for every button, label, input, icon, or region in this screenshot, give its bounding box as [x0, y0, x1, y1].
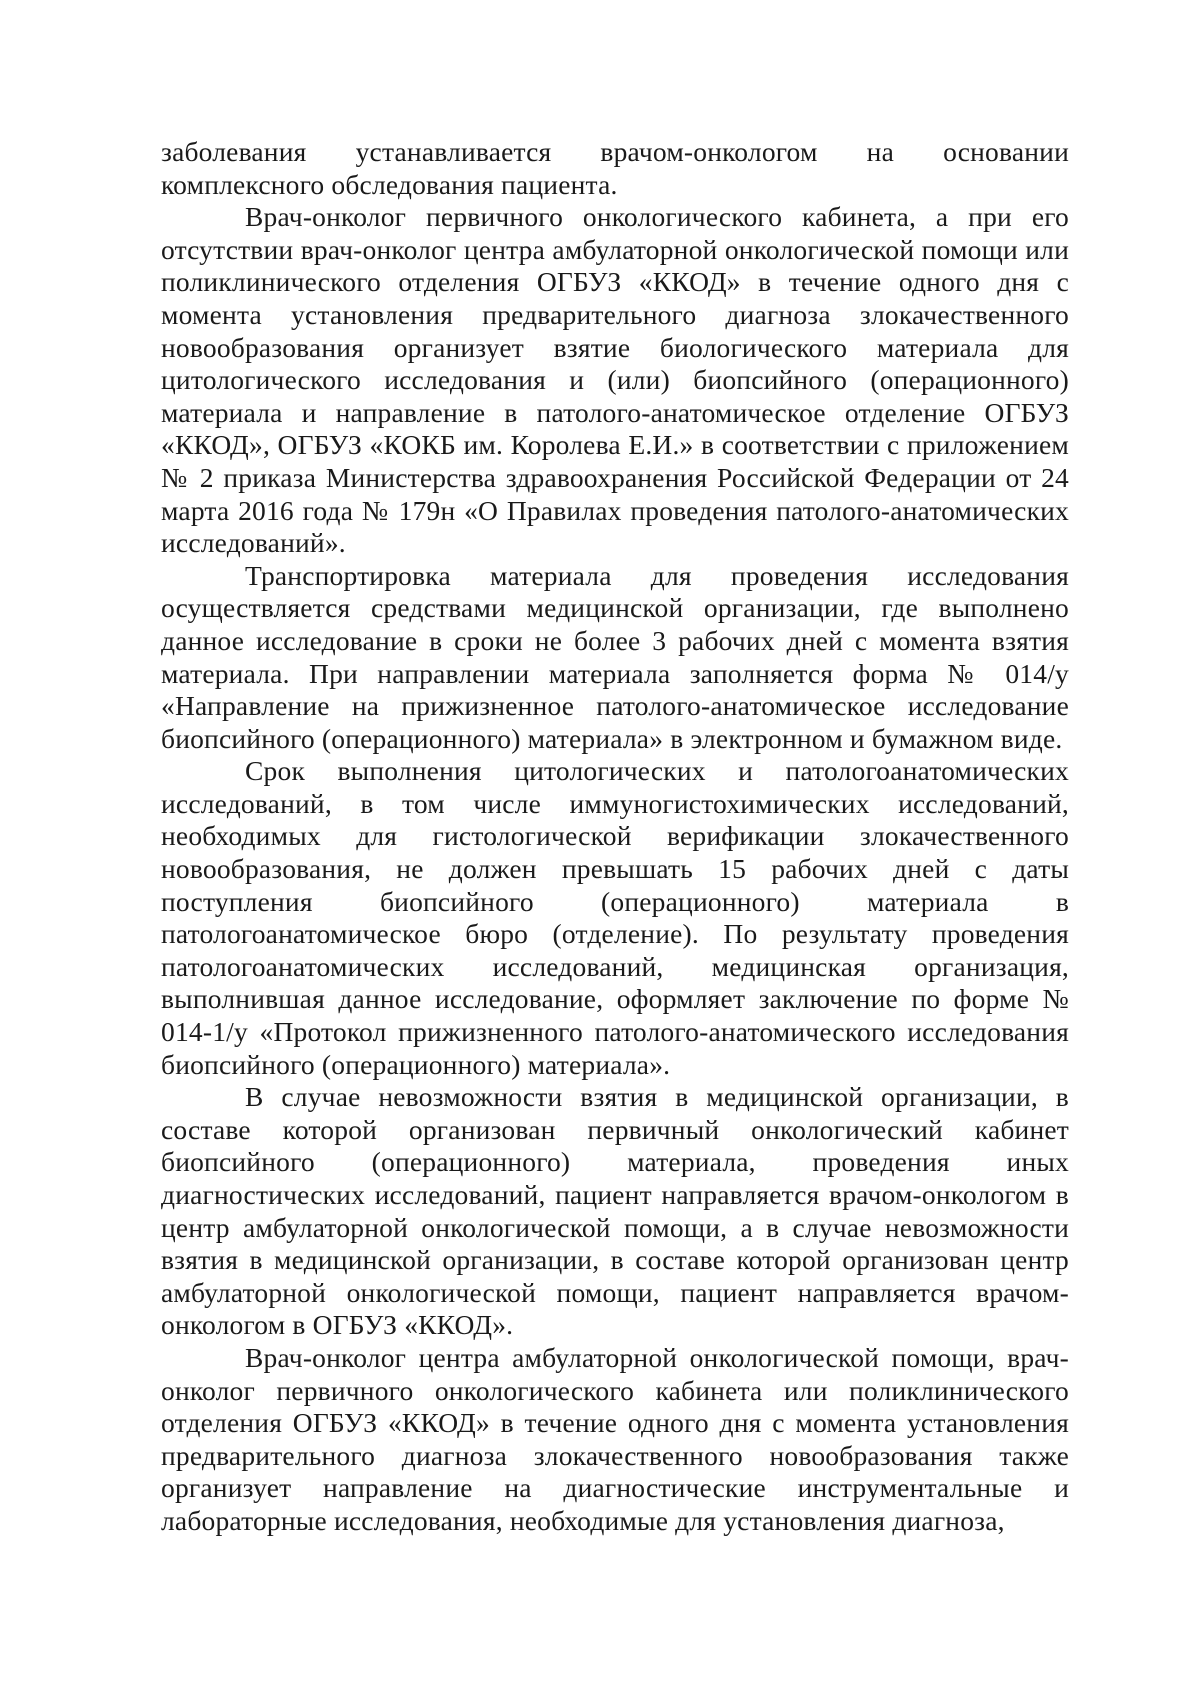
paragraph-biopsy-organization: Врач-онколог первичного онкологического кабинета, а при его отсутствии врач-онколог центра амбулаторной онкологической помощи или поликлинического отделения ОГБУЗ «ККОД» в течение одного дня с момента установления предварительного диагноза злокачественного новообразования организует взятие биологического материала для цитологического исследования и (или) биопсийного (операционного) материала и направление в патолого-анатомическое отделение ОГБУЗ «ККОД», ОГБУЗ «КОКБ им. Королева Е.И.» в соответствии с приложением № 2 приказа Министерства здравоохранения Российской Федерации от 24 марта 2016 года № 179н «О Правилах проведения патолого-анатомических исследований». [161, 201, 1069, 559]
paragraph-material-transport: Транспортировка материала для проведения исследования осуществляется средствами медицинской организации, где выполнено данное исследование в сроки не более 3 рабочих дней с момента взятия материала. При направлении материала заполняется форма № 014/у «Направление на прижизненное патолого-анатомическое исследование биопсийного (операционного) материала» в электронном и бумажном виде. [161, 559, 1069, 754]
paragraph-continuation: заболевания устанавливается врачом-онкологом на основании комплексного обследования пациента. [161, 136, 1069, 200]
paragraph-diagnostic-referral: Врач-онколог центра амбулаторной онкологической помощи, врач-онколог первичного онкологического кабинета или поликлинического отделения ОГБУЗ «ККОД» в течение одного дня с момента установления предварительного диагноза злокачественного новообразования также организует направление на диагностические инструментальные и лабораторные исследования, необходимые для установления диагноза, [161, 1341, 1069, 1536]
paragraph-research-deadline: Срок выполнения цитологических и патологоанатомических исследований, в том числе иммуногистохимических исследований, необходимых для гистологической верификации злокачественного новообразования, не должен превышать 15 рабочих дней с даты поступления биопсийного (операционного) материала в патологоанатомическое бюро (отделение). По результату проведения патологоанатомических исследований, медицинская организация, выполнившая данное исследование, оформляет заключение по форме № 014-1/у «Протокол прижизненного патолого-анатомического исследования биопсийного (операционного) материала». [161, 755, 1069, 1080]
document-body [161, 136, 1069, 1538]
paragraph-referral-impossibility: В случае невозможности взятия в медицинской организации, в составе которой организован первичный онкологический кабинет биопсийного (операционного) материала, проведения иных диагностических исследований, пациент направляется врачом-онкологом в центр амбулаторной онкологической помощи, а в случае невозможности взятия в медицинской организации, в составе которой организован центр амбулаторной онкологической помощи, пациент направляется врачом-онкологом в ОГБУЗ «ККОД». [161, 1081, 1069, 1341]
